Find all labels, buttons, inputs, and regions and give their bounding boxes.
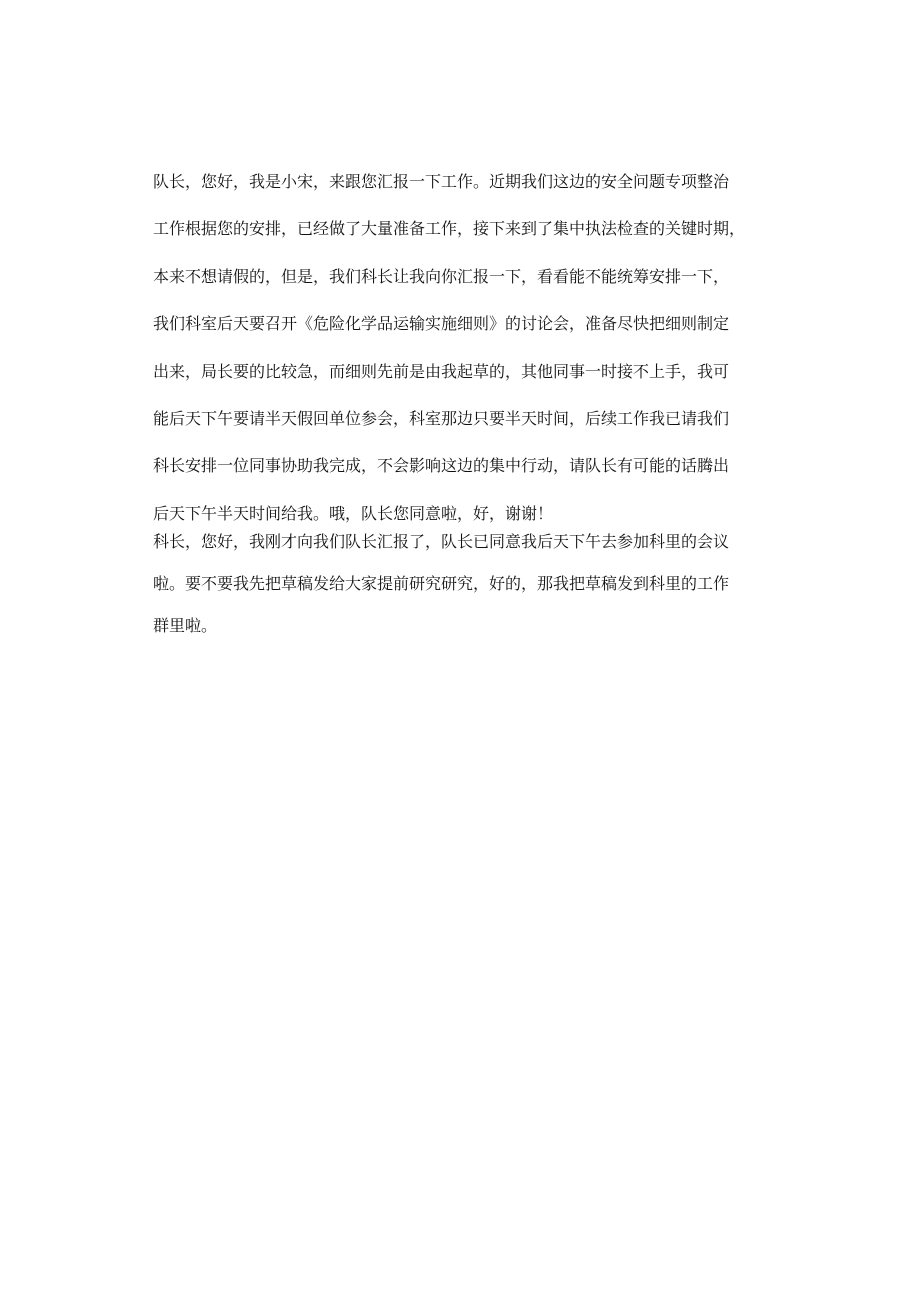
- text-line: 群里啦。: [153, 615, 218, 635]
- paragraph-report-to-captain: [153, 168, 783, 528]
- text-line: 出来，局长要的比较急，而细则先前是由我起草的，其他同事一时接不上手，我可: [153, 361, 730, 381]
- text-line: 科长安排一位同事协助我完成，不会影响这边的集中行动，请队长有可能的话腾出: [153, 456, 730, 476]
- text-line: 工作根据您的安排，已经做了大量准备工作，接下来到了集中执法检查的关键时期，: [153, 219, 746, 239]
- text-line: 科长，您好，我刚才向我们队长汇报了，队长已同意我后天下午去参加科里的会议: [153, 531, 730, 551]
- text-line: 后天下午半天时间给我。哦，队长您同意啦，好，谢谢！: [153, 503, 554, 523]
- document-body: [153, 168, 783, 654]
- text-line: 队长，您好，我是小宋，来跟您汇报一下工作。近期我们这边的安全问题专项整治: [153, 172, 730, 191]
- paragraph-report-to-section-chief: [153, 528, 783, 640]
- text-line: 本来不想请假的，但是，我们科长让我向你汇报一下，看看能不能统筹安排一下，: [153, 266, 730, 286]
- text-line: 啦。要不要我先把草稿发给大家提前研究研究，好的，那我把草稿发到科里的工作: [153, 573, 730, 593]
- text-line: 我们科室后天要召开《危险化学品运输实施细则》的讨论会，准备尽快把细则制定: [153, 314, 730, 334]
- text-line: 能后天下午要请半天假回单位参会，科室那边只要半天时间，后续工作我已请我们: [153, 408, 730, 428]
